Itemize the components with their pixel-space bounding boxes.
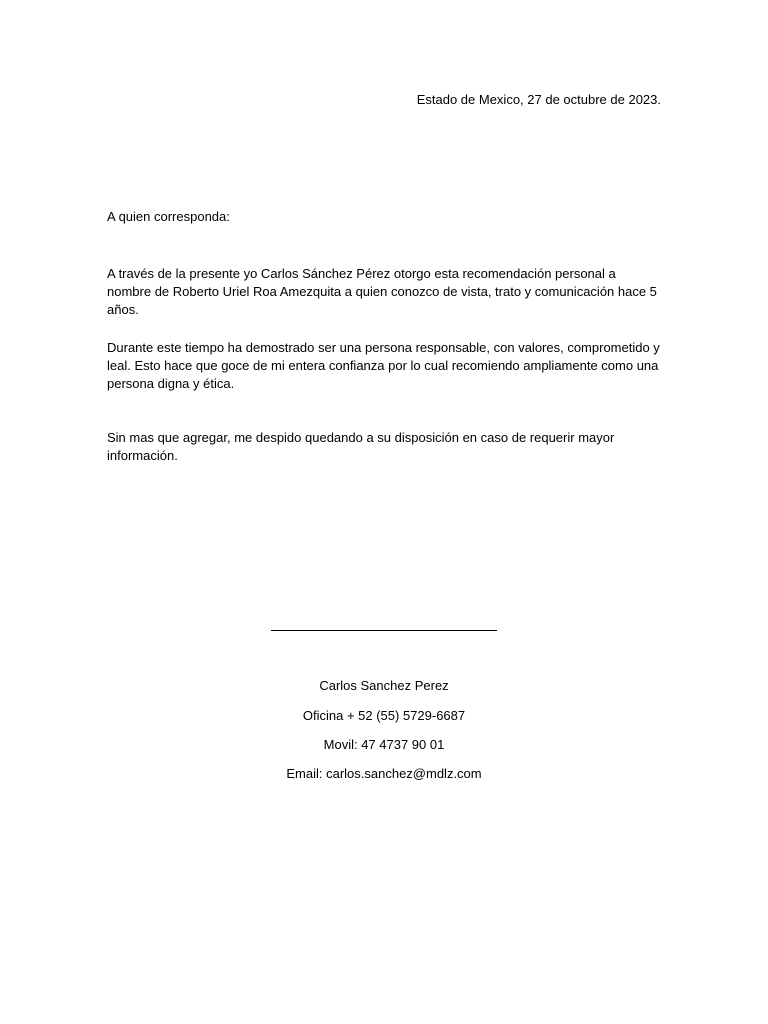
signature-line	[271, 630, 497, 631]
signature-name: Carlos Sanchez Perez	[319, 678, 449, 693]
signature-email: Email: carlos.sanchez@mdlz.com	[286, 766, 482, 781]
paragraph-closing: Sin mas que agregar, me despido quedando a su disposición en caso de requerir mayor información.	[107, 430, 615, 463]
paragraph-introduction: A través de la presente yo Carlos Sánchez Pérez otorgo esta recomendación personal a nombre de Roberto Uriel Roa Amezquita a quien conozco de vista, trato y comunicación hace 5 años.	[107, 266, 657, 317]
date-line: Estado de Mexico, 27 de octubre de 2023.	[416, 92, 661, 107]
signature-mobile-phone: Movil: 47 4737 90 01	[323, 737, 445, 752]
paragraph-character: Durante este tiempo ha demostrado ser una persona responsable, con valores, comprometido y leal. Esto hace que goce de mi entera confianza por lo cual recomiendo ampliamente como una persona digna y ética.	[107, 340, 660, 391]
signature-office-phone: Oficina + 52 (55) 5729-6687	[302, 708, 466, 723]
salutation: A quien corresponda:	[107, 209, 230, 224]
